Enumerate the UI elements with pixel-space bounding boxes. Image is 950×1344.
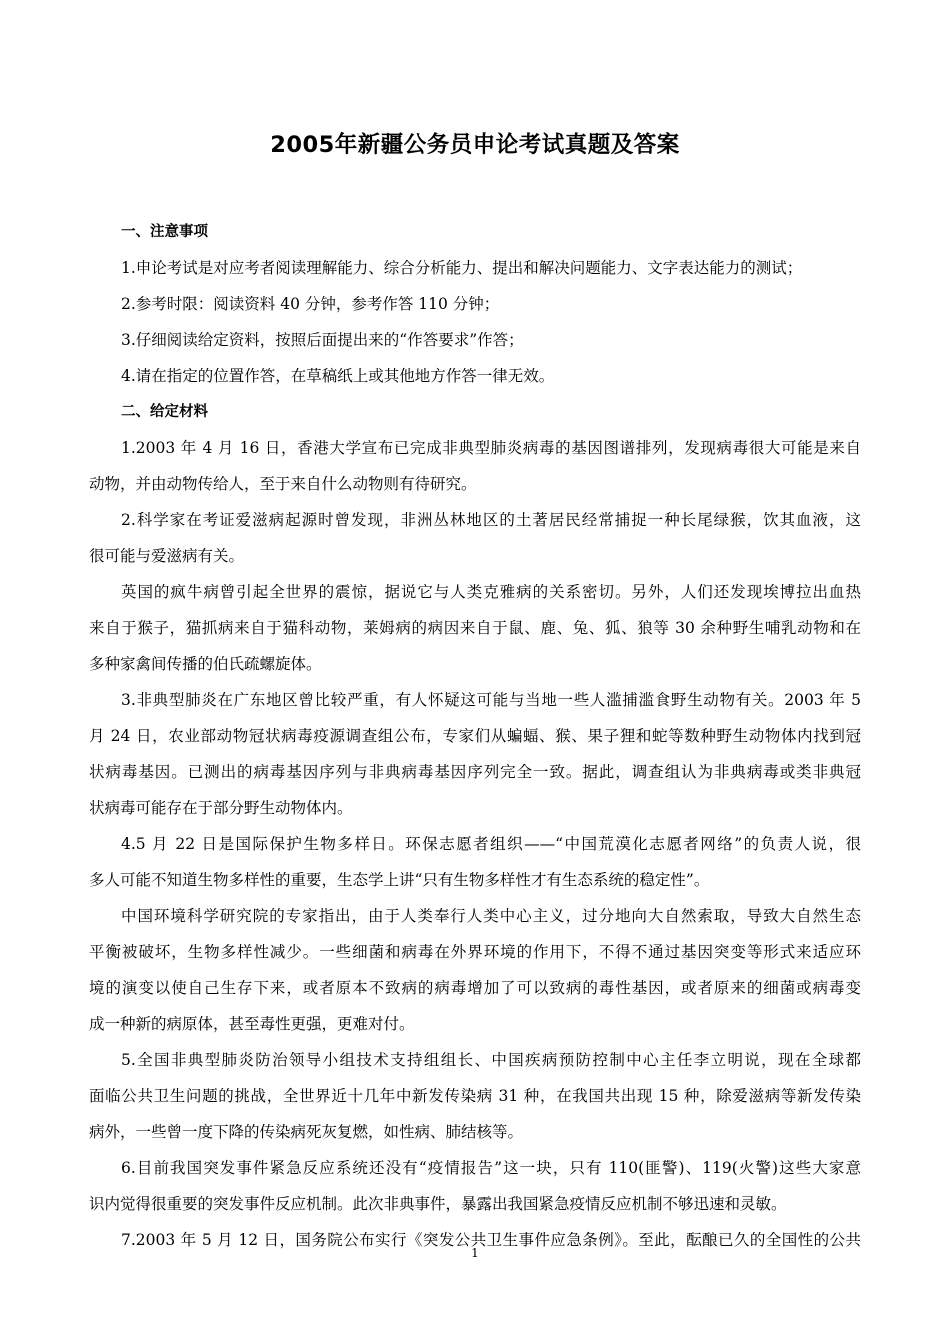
text-line: 5.全国非典型肺炎防治领导小组技术支持组组长、中国疾病预防控制中心主任李立明说，现在全球都 [121, 1051, 861, 1069]
text-line: 7.2003 年 5 月 12 日，国务院公布实行《突发公共卫生事件应急条例》。至此，酝酿已久的全国性的公共 [121, 1231, 861, 1249]
page-number: 1 [471, 1246, 479, 1260]
section-heading: 二、给定材料 [121, 404, 208, 420]
text-line: 4.5 月 22 日是国际保护生物多样日。环保志愿者组织——“中国荒漠化志愿者网络”的负责人说，很 [121, 835, 861, 853]
text-line: 状病毒基因。已测出的病毒基因序列与非典病毒基因序列完全一致。据此，调查组认为非典病毒或类非典冠 [89, 763, 861, 781]
text-line: 多人可能不知道生物多样性的重要，生态学上讲“只有生物多样性才有生态系统的稳定性”。 [89, 871, 710, 889]
text-line: 4.请在指定的位置作答，在草稿纸上或其他地方作答一律无效。 [121, 367, 555, 385]
text-line: 月 24 日，农业部动物冠状病毒疫源调查组公布，专家们从蝙蝠、猴、果子狸和蛇等数种野生动物体内找到冠 [89, 727, 861, 745]
text-line: 面临公共卫生问题的挑战，全世界近十几年中新发传染病 31 种，在我国共出现 15 种，除爱滋病等新发传染 [89, 1087, 861, 1105]
text-line: 来自于猴子，猫抓病来自于猫科动物，莱姆病的病因来自于鼠、鹿、兔、狐、狼等 30 余种野生哺乳动物和在 [89, 619, 861, 637]
document-title: 2005年新疆公务员申论考试真题及答案 [270, 132, 680, 158]
text-line: 2.参考时限：阅读资料 40 分钟，参考作答 110 分钟； [121, 295, 500, 313]
text-line: 多种家禽间传播的伯氏疏螺旋体。 [89, 655, 322, 673]
document-body [89, 214, 861, 1258]
section-heading: 一、注意事项 [121, 224, 208, 240]
text-line: 病外，一些曾一度下降的传染病死灰复燃，如性病、肺结核等。 [89, 1123, 524, 1141]
text-line: 识内觉得很重要的突发事件反应机制。此次非典事件，暴露出我国紧急疫情反应机制不够迅速和灵敏。 [89, 1195, 787, 1213]
text-line: 3.非典型肺炎在广东地区曾比较严重，有人怀疑这可能与当地一些人滥捕滥食野生动物有关。2003 年 5 [121, 691, 861, 709]
text-line: 英国的疯牛病曾引起全世界的震惊，据说它与人类克雅病的关系密切。另外，人们还发现埃博拉出血热 [121, 583, 861, 601]
text-line: 6.目前我国突发事件紧急反应系统还没有“疫情报告”这一块，只有 110(匪警)、119(火警)这些大家意 [121, 1159, 861, 1177]
text-line: 平衡被破坏，生物多样性减少。一些细菌和病毒在外界环境的作用下，不得不通过基因突变等形式来适应环 [89, 943, 861, 961]
text-line: 动物，并由动物传给人，至于来自什么动物则有待研究。 [89, 475, 477, 493]
text-line: 境的演变以使自己生存下来，或者原本不致病的病毒增加了可以致病的毒性基因，或者原来的细菌或病毒变 [89, 979, 861, 997]
text-line: 3.仔细阅读给定资料，按照后面提出来的“作答要求”作答； [121, 331, 524, 349]
text-line: 成一种新的病原体，甚至毒性更强，更难对付。 [89, 1015, 415, 1033]
text-line: 2.科学家在考证爱滋病起源时曾发现，非洲丛林地区的土著居民经常捕捉一种长尾绿猴，饮其血液，这 [121, 511, 861, 529]
text-line: 1.申论考试是对应考者阅读理解能力、综合分析能力、提出和解决问题能力、文字表达能力的测试； [121, 259, 803, 277]
text-line: 很可能与爱滋病有关。 [89, 547, 245, 565]
text-line: 1.2003 年 4 月 16 日，香港大学宣布已完成非典型肺炎病毒的基因图谱排列，发现病毒很大可能是来自 [121, 439, 861, 457]
text-line: 中国环境科学研究院的专家指出，由于人类奉行人类中心主义，过分地向大自然索取，导致大自然生态 [121, 907, 861, 925]
text-line: 状病毒可能存在于部分野生动物体内。 [89, 799, 353, 817]
